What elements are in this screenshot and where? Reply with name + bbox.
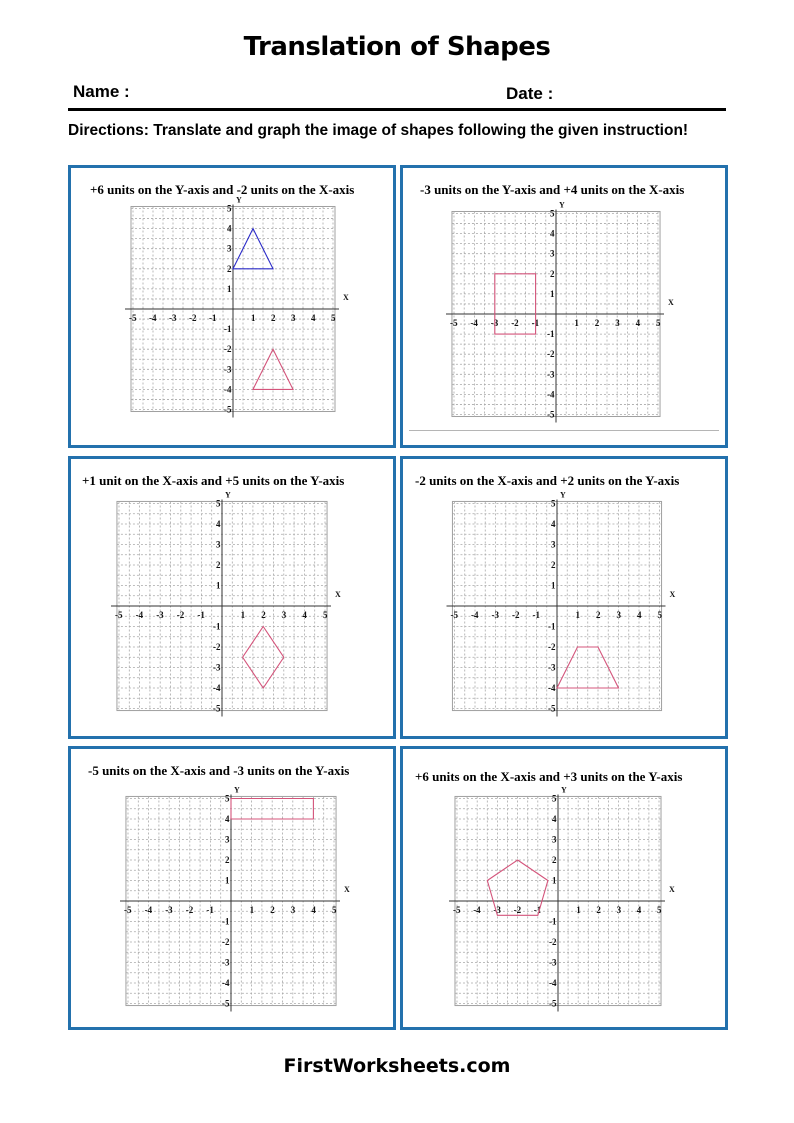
- coordinate-grid: [400, 165, 728, 448]
- x-tick-label: 1: [575, 610, 580, 620]
- y-tick-label: 4: [550, 228, 555, 239]
- y-axis-label: Y: [234, 785, 240, 795]
- x-tick-label: 4: [635, 318, 641, 328]
- y-tick-label: -4: [547, 389, 555, 400]
- x-tick-label: -4: [149, 313, 157, 323]
- y-tick-label: -4: [224, 384, 232, 395]
- problem-panel-3: [68, 456, 396, 739]
- x-tick-label: 1: [576, 905, 581, 915]
- x-tick-label: -3: [491, 610, 499, 620]
- y-tick-label: -2: [224, 344, 232, 355]
- x-tick-label: 2: [271, 313, 276, 323]
- x-axis-label: X: [344, 885, 350, 894]
- x-tick-label: -5: [115, 610, 123, 620]
- x-tick-label: -2: [511, 318, 519, 328]
- x-tick-label: 1: [249, 905, 255, 915]
- x-tick-label: -4: [135, 610, 144, 620]
- x-axis-label: X: [335, 590, 341, 599]
- y-tick-label: 1: [550, 288, 555, 299]
- y-tick-label: -3: [222, 957, 230, 968]
- x-tick-label: -4: [144, 905, 153, 915]
- y-tick-label: 4: [552, 814, 557, 824]
- y-tick-label: 2: [227, 263, 232, 274]
- y-tick-label: 3: [216, 539, 221, 550]
- x-tick-label: 5: [656, 318, 661, 328]
- y-tick-label: 4: [216, 519, 221, 529]
- x-tick-label: 2: [596, 610, 601, 620]
- x-axis-label: X: [669, 590, 676, 599]
- x-tick-label: 5: [657, 905, 662, 915]
- x-tick-label: 4: [302, 610, 307, 620]
- x-tick-label: 2: [270, 905, 275, 915]
- y-tick-label: 2: [225, 855, 230, 865]
- y-tick-label: 5: [227, 203, 232, 214]
- y-tick-label: 3: [550, 248, 555, 259]
- x-tick-label: -1: [206, 905, 214, 915]
- problem-panel-2: [400, 165, 728, 448]
- y-tick-label: 1: [551, 580, 556, 591]
- y-tick-label: 1: [216, 580, 221, 591]
- x-tick-label: 2: [261, 610, 266, 620]
- panel-divider: [409, 430, 719, 431]
- site-footer: FirstWorksheets.com: [283, 1055, 511, 1077]
- x-tick-label: 4: [637, 610, 642, 620]
- y-tick-label: 5: [550, 208, 555, 219]
- y-tick-label: 5: [216, 498, 221, 509]
- page-title: Translation of Shapes: [243, 32, 551, 62]
- problem-instruction: +1 unit on the X-axis and +5 units on the Y-axis: [82, 473, 345, 488]
- date-label: Date :: [506, 84, 554, 103]
- y-tick-label: -5: [548, 703, 556, 714]
- coordinate-grid: [68, 746, 396, 1030]
- y-tick-label: -1: [549, 916, 557, 927]
- y-tick-label: -5: [213, 703, 221, 714]
- x-tick-label: 4: [311, 905, 316, 915]
- x-tick-label: -4: [471, 610, 479, 620]
- x-tick-label: 5: [323, 610, 328, 620]
- coordinate-grid: [400, 746, 728, 1030]
- y-tick-label: 3: [551, 539, 556, 550]
- problem-panel-4: [400, 456, 728, 739]
- y-tick-label: 4: [227, 223, 232, 234]
- x-tick-label: -2: [189, 313, 197, 323]
- y-tick-label: -1: [548, 621, 556, 632]
- x-tick-label: 3: [616, 905, 622, 915]
- x-tick-label: -3: [156, 610, 164, 620]
- x-tick-label: -4: [473, 905, 481, 915]
- x-tick-label: 5: [657, 610, 662, 620]
- x-tick-label: 2: [594, 318, 600, 328]
- problem-panel-6: [400, 746, 728, 1030]
- x-tick-label: -1: [533, 905, 542, 915]
- x-tick-label: -2: [185, 905, 194, 915]
- problem-instruction: +6 units on the X-axis and +3 units on the Y-axis: [415, 769, 683, 784]
- y-tick-label: -3: [548, 662, 556, 673]
- y-tick-label: 2: [551, 560, 556, 570]
- y-tick-label: 4: [225, 814, 230, 824]
- y-tick-label: 3: [552, 834, 557, 845]
- x-axis-label: X: [669, 885, 675, 894]
- y-tick-label: 1: [552, 875, 557, 886]
- y-tick-label: -4: [549, 978, 557, 988]
- y-tick-label: -2: [547, 349, 555, 360]
- x-tick-label: -3: [165, 905, 173, 915]
- x-tick-label: 5: [332, 905, 337, 915]
- x-axis-label: X: [668, 298, 674, 307]
- x-tick-label: 2: [596, 905, 601, 915]
- y-tick-label: -5: [547, 409, 555, 420]
- y-tick-label: 5: [225, 793, 230, 804]
- x-tick-label: -4: [470, 318, 478, 328]
- y-tick-label: -1: [224, 324, 232, 335]
- x-tick-label: 1: [574, 318, 579, 328]
- x-tick-label: 3: [291, 313, 296, 323]
- y-tick-label: -4: [548, 683, 556, 693]
- coordinate-grid: [400, 456, 728, 739]
- y-tick-label: -2: [549, 937, 557, 947]
- y-axis-label: Y: [560, 490, 566, 500]
- x-tick-label: -1: [197, 610, 205, 620]
- y-axis-label: Y: [225, 490, 231, 500]
- x-tick-label: 3: [281, 610, 287, 620]
- y-tick-label: -1: [222, 916, 230, 927]
- y-tick-label: -4: [213, 683, 221, 693]
- x-tick-label: 5: [331, 313, 336, 323]
- coordinate-grid: [68, 165, 396, 448]
- y-axis-label: Y: [559, 200, 565, 210]
- y-tick-label: -3: [213, 662, 221, 673]
- x-tick-label: -2: [512, 610, 520, 620]
- y-tick-label: 5: [551, 498, 556, 509]
- x-tick-label: -5: [453, 905, 461, 915]
- x-tick-label: 4: [311, 313, 316, 323]
- y-tick-label: 4: [551, 519, 556, 529]
- y-tick-label: 2: [550, 268, 555, 279]
- y-tick-label: 1: [227, 283, 232, 294]
- name-label: Name :: [73, 82, 130, 101]
- y-tick-label: -5: [549, 998, 557, 1009]
- problem-instruction: -5 units on the X-axis and -3 units on the Y-axis: [88, 763, 350, 778]
- x-tick-label: -1: [532, 610, 540, 620]
- y-tick-label: -2: [548, 642, 556, 652]
- coordinate-grid: [68, 456, 396, 739]
- y-tick-label: -1: [547, 329, 555, 340]
- y-tick-label: -5: [222, 998, 230, 1009]
- y-tick-label: 3: [225, 834, 230, 845]
- x-tick-label: -1: [531, 318, 540, 328]
- directions-text: Directions: Translate and graph the image of shapes following the given instruction!: [68, 122, 689, 139]
- problem-instruction: -3 units on the Y-axis and +4 units on the X-axis: [420, 182, 685, 197]
- x-tick-label: -5: [124, 905, 132, 915]
- y-tick-label: 1: [225, 875, 230, 886]
- x-tick-label: -3: [169, 313, 177, 323]
- x-tick-label: 1: [240, 610, 246, 620]
- y-tick-label: -3: [224, 364, 232, 375]
- x-tick-label: -1: [209, 313, 217, 323]
- problem-instruction: -2 units on the X-axis and +2 units on the Y-axis: [415, 473, 680, 488]
- x-tick-label: -5: [450, 610, 458, 620]
- problem-panel-5: [68, 746, 396, 1030]
- y-tick-label: 3: [227, 243, 232, 254]
- y-tick-label: 5: [552, 793, 557, 804]
- y-axis-label: Y: [236, 195, 242, 205]
- y-tick-label: -5: [224, 404, 232, 415]
- y-tick-label: -4: [222, 978, 230, 988]
- y-tick-label: 2: [552, 855, 557, 865]
- y-tick-label: -3: [549, 957, 557, 968]
- x-tick-label: -3: [490, 318, 499, 328]
- y-axis-label: Y: [561, 785, 567, 795]
- x-tick-label: -5: [129, 313, 137, 323]
- x-tick-label: -2: [513, 905, 522, 915]
- y-tick-label: -2: [213, 642, 221, 652]
- y-tick-label: 2: [216, 560, 221, 570]
- x-axis-label: X: [343, 293, 349, 302]
- x-tick-label: 4: [636, 905, 642, 915]
- problem-instruction: +6 units on the Y-axis and -2 units on the X-axis: [90, 182, 355, 197]
- x-tick-label: 1: [251, 313, 256, 323]
- y-tick-label: -2: [222, 937, 230, 947]
- header-divider: [68, 108, 726, 111]
- x-tick-label: -5: [450, 318, 458, 328]
- x-tick-label: 3: [616, 610, 621, 620]
- problem-panel-1: [68, 165, 396, 448]
- y-tick-label: -1: [213, 621, 221, 632]
- x-tick-label: 3: [615, 318, 620, 328]
- x-tick-label: -3: [493, 905, 501, 915]
- y-tick-label: -3: [547, 369, 555, 380]
- x-tick-label: -2: [176, 610, 185, 620]
- x-tick-label: 3: [290, 905, 296, 915]
